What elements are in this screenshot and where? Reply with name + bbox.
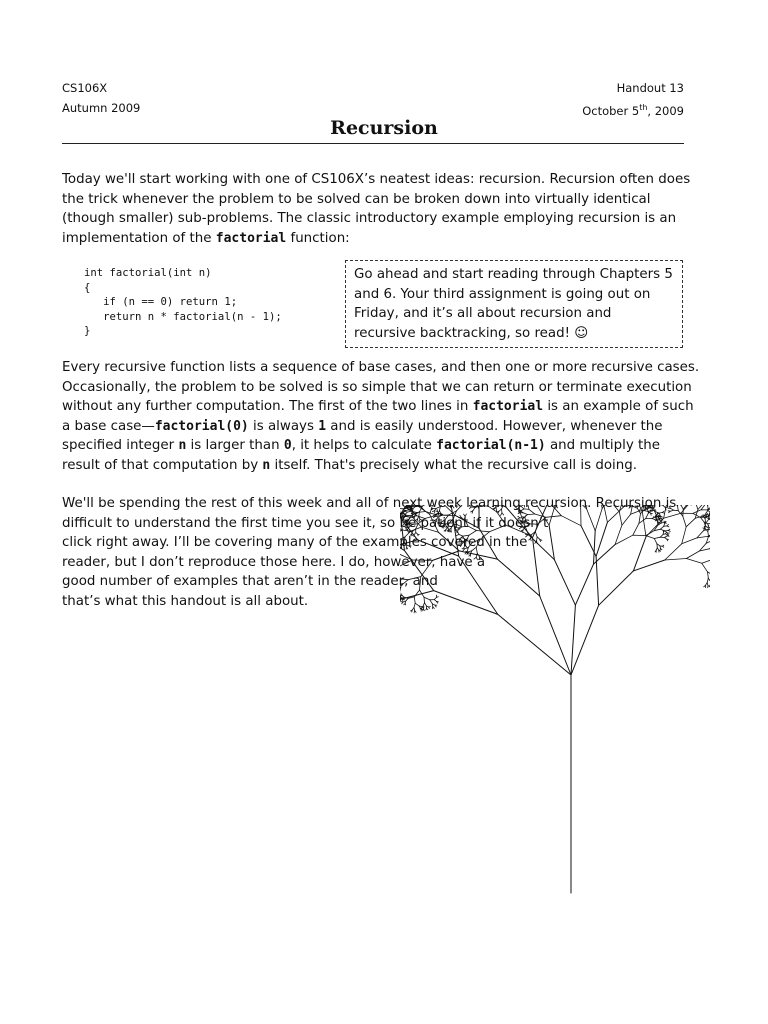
tree-branch	[414, 597, 415, 603]
tree-branch	[430, 600, 433, 604]
tree-branch	[406, 598, 409, 601]
inline-code: n	[262, 457, 271, 473]
fractal-tree-illustration	[400, 505, 710, 900]
code-line: if (n == 0) return 1;	[84, 296, 238, 309]
tree-branch	[457, 525, 461, 527]
tree-branch	[406, 516, 411, 517]
tree-branch	[576, 505, 587, 509]
tree-branch	[540, 596, 571, 675]
tree-branch	[415, 603, 419, 606]
tree-branch	[402, 516, 403, 518]
tree-branch	[506, 507, 533, 538]
tree-branch	[501, 513, 503, 516]
handout-date: October 5th, 2009	[582, 103, 684, 118]
tree-branch	[400, 540, 418, 548]
tree-branch	[433, 551, 460, 561]
handout-number: Handout 13	[616, 81, 684, 95]
tree-branch	[622, 514, 631, 525]
tree-branch	[424, 597, 430, 600]
tree-branch	[414, 603, 415, 607]
tree-branch	[408, 531, 410, 532]
tree-branch	[464, 546, 466, 548]
code-line: {	[84, 281, 91, 294]
tree-branch	[412, 524, 418, 525]
tree-branch	[451, 524, 453, 528]
tree-branch	[475, 505, 480, 506]
tree-branch	[409, 525, 412, 527]
tree-branch	[458, 532, 459, 535]
tree-branch	[554, 505, 555, 506]
title-divider	[62, 143, 684, 144]
tree-branch	[631, 511, 639, 514]
tree-branch	[468, 526, 476, 530]
tree-branch	[633, 523, 639, 535]
tree-branch	[476, 547, 477, 553]
tree-branch	[575, 564, 593, 605]
tree-branch	[400, 579, 408, 580]
tree-branch	[415, 519, 417, 520]
inline-code: factorial(n-1)	[436, 438, 546, 454]
tree-branches	[400, 505, 710, 893]
inline-code: n	[178, 438, 187, 454]
tree-branch	[443, 505, 456, 516]
tree-branch	[420, 577, 421, 590]
tree-branch	[476, 557, 477, 560]
tree-branch	[554, 560, 575, 605]
tree-branch	[480, 506, 488, 507]
tree-branch	[472, 507, 476, 508]
tree-branch	[476, 553, 477, 557]
tree-branch	[595, 508, 602, 530]
inline-code: factorial(0)	[154, 418, 249, 434]
tree-branch	[421, 560, 433, 576]
tree-branch	[408, 577, 421, 580]
tree-branch	[400, 560, 413, 566]
tree-branch	[476, 531, 489, 532]
tree-branch	[434, 600, 436, 602]
tree-branch	[587, 509, 596, 531]
tree-branch	[442, 520, 445, 522]
page-title: Recursion	[330, 117, 438, 139]
header-left	[62, 81, 140, 121]
tree-branch	[425, 603, 427, 606]
base-cases-paragraph: Every recursive function lists a sequence of base cases, and then one or more recursive cases. Occasionally, the problem to be solved is so simple that we can return or terminate execution without any further computation. The first of the two lines in factorial is an example of such a base case—factorial(0) is always 1 and is easily understood. However, whenever the specified integer n is larger than 0, it helps to calculate factorial(n-1) and multiply the result of that computation by n itself. That's precisely what the recursive call is doing.	[62, 360, 700, 473]
tree-branch	[412, 608, 414, 611]
tree-branch	[472, 547, 476, 550]
reading-note-box: Go ahead and start reading through Chapters 5 and 6. Your third assignment is going out on Friday, and it’s all about recursion and recursive backtracking, so read! ☺	[345, 260, 683, 348]
tree-branch	[434, 591, 498, 615]
intro-paragraph: Today we'll start working with one of CS106X’s neatest ideas: recursion. Recursion often does the trick whenever the problem to be solved can be broken down into virtually identical (though smaller) sub-problems. The classic introductory example employing recursion is an implementation of the factorial function:	[62, 172, 691, 246]
inline-code: 1	[318, 418, 327, 434]
code-line: int factorial(int n)	[84, 267, 212, 279]
code-line: }	[84, 325, 91, 338]
tree-branch	[414, 533, 416, 535]
tree-branch	[432, 604, 433, 607]
tree-branch	[406, 548, 407, 550]
tree-branch	[467, 541, 472, 543]
tree-branch	[459, 556, 498, 614]
tree-branch	[404, 550, 433, 590]
tree-branch	[528, 535, 554, 560]
inline-code: factorial	[472, 399, 544, 415]
tree-branch	[440, 505, 444, 507]
tree-branch	[423, 603, 424, 607]
tree-branch	[498, 614, 571, 675]
tree-branch	[404, 604, 405, 605]
tree-branch	[497, 559, 539, 596]
code-line: return n * factorial(n - 1);	[84, 310, 282, 323]
tree-branch	[533, 538, 540, 596]
tree-branch	[433, 505, 452, 507]
spending-paragraph: We'll be spending the rest of this week and all of next week learning recursion. Recursion is difficult to understand the first time you see it, so be patient if it doesn’t click right away. I’ll be covering many of the examples covered in the reader, but I don’t reproduce those here. I do, however, have a good number of examples that aren’t in the reader, and that’s what this handout is all about.	[62, 496, 677, 609]
tree-branch	[499, 509, 502, 511]
tree-branch	[474, 557, 476, 559]
tree-branch	[505, 505, 519, 510]
factorial-code-block	[84, 266, 282, 339]
tree-branch	[468, 543, 472, 548]
inline-code: 0	[283, 438, 292, 454]
tree-branch	[463, 535, 469, 536]
tree-branch	[426, 609, 427, 610]
tree-branch	[619, 512, 622, 526]
tree-branch	[466, 535, 469, 541]
tree-branch	[418, 540, 459, 556]
tree-branch	[639, 514, 641, 524]
tree-branch	[402, 599, 403, 601]
tree-branch	[413, 508, 414, 511]
tree-branch	[462, 526, 469, 527]
tree-branch	[434, 597, 436, 599]
tree-branch	[414, 611, 415, 613]
tree-branch	[404, 537, 405, 542]
tree-branch	[400, 505, 401, 518]
course-code: CS106X	[62, 81, 108, 95]
tree-branch	[424, 597, 425, 603]
tree-branch	[549, 525, 554, 559]
tree-branch	[452, 506, 454, 508]
tree-branch	[436, 517, 438, 520]
tree-branch	[465, 514, 466, 517]
tree-branch	[417, 516, 418, 519]
tree-branch	[400, 585, 401, 592]
inline-code: factorial	[215, 230, 287, 246]
tree-branch	[423, 505, 431, 506]
tree-branch	[555, 506, 556, 508]
tree-branch	[421, 527, 438, 532]
tree-branch	[473, 508, 475, 511]
tree-branch	[456, 535, 459, 536]
tree-branch	[432, 607, 433, 609]
tree-branch	[633, 507, 637, 509]
tree-branch	[599, 505, 602, 508]
tree-branch	[587, 505, 588, 509]
tree-branch	[614, 505, 620, 512]
tree-branch	[409, 523, 413, 524]
tree-branch	[469, 531, 476, 536]
term: Autumn 2009	[62, 101, 141, 115]
tree-branch	[594, 531, 596, 564]
tree-branch	[459, 535, 463, 537]
tree-branch	[407, 511, 411, 512]
tree-branch	[449, 519, 453, 524]
tree-branch	[502, 509, 503, 513]
tree-branch	[489, 525, 506, 532]
